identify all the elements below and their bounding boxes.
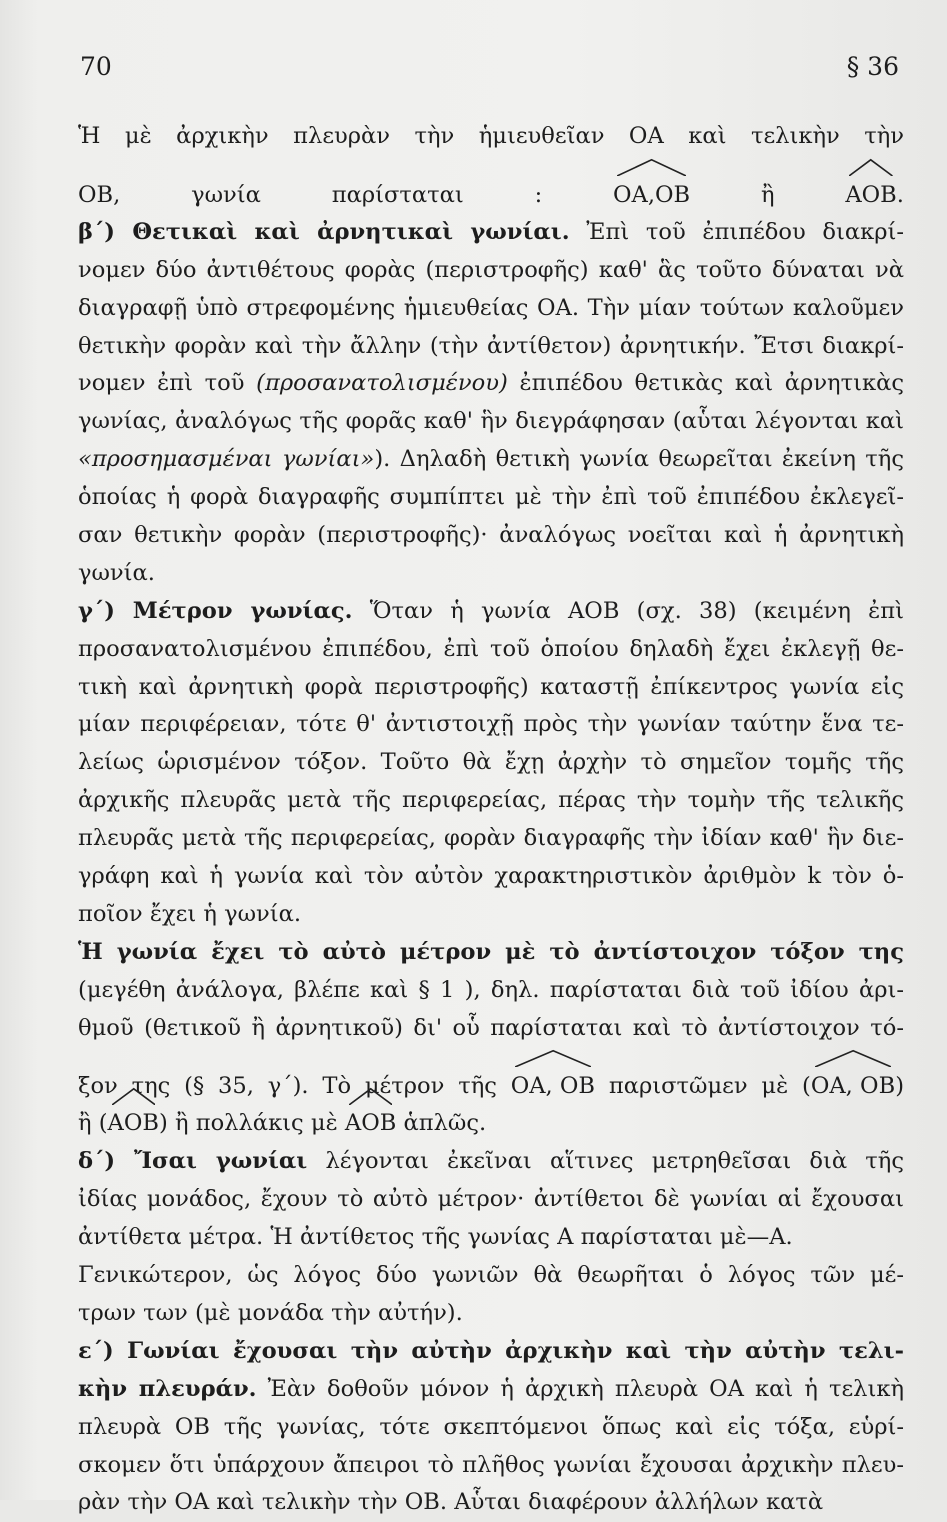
text-line: Ἡ μὲ ἀρχικὴν πλευρὰν τὴν ἡμιευθεῖαν ΟΑ καὶ τελικὴν τὴν — [78, 123, 904, 149]
text-line: ποῖον ἔχει ἡ γωνία. — [78, 900, 302, 927]
text-line: δ´) Ἴσαι γωνίαι λέγονται ἐκεῖναι αἵτινες μετρηθεῖσαι διὰ τῆς — [78, 1148, 904, 1175]
page-header — [80, 52, 899, 88]
text-line: γωνία. — [78, 559, 155, 586]
text-line: ἀντίθετα μέτρα. Ἡ ἀντίθετος τῆς γωνίας Α παρίσταται μὲ—Α. — [78, 1224, 793, 1251]
text-line: ἰδίας μονάδος, ἔχουν τὸ αὐτὸ μέτρον· ἀντίθετοι δὲ γωνίαι αἱ ἔχουσαι — [78, 1186, 904, 1213]
angle-notation: ΟΑ, ΟΒ — [811, 1067, 895, 1105]
text-line: τικὴ καὶ ἀρνητικὴ φορὰ περιστροφῆς) καταστῇ ἐπίκεντρος γωνία εἰς — [78, 673, 904, 700]
text-line: ἢ ( ΑΟΒ) ἢ πολλάκις μὲ ΑΟΒ ἁπλῶς. — [78, 1105, 904, 1143]
angle-notation: ΟΑ,ΟΒ — [613, 176, 690, 214]
text-line: ξον της (§ 35, γ´). Τὸ μέτρον τῆς ΟΑ, ΟΒ παριστῶμεν μὲ ( ΟΑ, ΟΒ) — [78, 1047, 904, 1105]
text-line: «προσημασμέναι γωνίαι»). Δηλαδὴ θετικὴ γωνία θεωρεῖται ἐκείνη τῆς — [78, 446, 904, 473]
text-line: γ´) Μέτρον γωνίας. Ὅταν ἡ γωνία ΑΟΒ (σχ. 38) (κειμένη ἐπὶ — [78, 597, 904, 624]
angle-notation: ΑΟΒ — [345, 1105, 396, 1143]
text-line: ὁποίας ἡ φορὰ διαγραφῆς συμπίπτει μὲ τὴν ἐπὶ τοῦ ἐπιπέδου ἐκλεγεῖ- — [78, 484, 904, 511]
angle-notation: ΟΑ, ΟΒ — [511, 1067, 595, 1105]
section-number: § 36 — [846, 52, 899, 81]
text-line: διαγραφῇ ὑπὸ στρεφομένης ἡμιευθείας ΟΑ. Τὴν μίαν τούτων καλοῦμεν — [78, 294, 904, 321]
text-line: Γενικώτερον, ὡς λόγος δύο γωνιῶν θὰ θεωρῆται ὁ λόγος τῶν μέ- — [78, 1262, 904, 1289]
text-line: νομεν ἐπὶ τοῦ (προσανατολισμένου) ἐπιπέδου θετικὰς καὶ ἀρνητικὰς — [78, 370, 904, 397]
text-line: Ἡ γωνία ἔχει τὸ αὐτὸ μέτρον μὲ τὸ ἀντίστοιχον τόξον της — [78, 938, 904, 965]
text-line: τρων των (μὲ μονάδα τὴν αὐτήν). — [78, 1299, 463, 1326]
angle-notation: ΑΟΒ — [845, 176, 896, 214]
text-line: πλευρὰ ΟΒ τῆς γωνίας, τότε σκεπτόμενοι ὅπως καὶ εἰς τόξα, εὑρί- — [78, 1413, 904, 1440]
text-line: (μεγέθη ἀνάλογα, βλέπε καὶ § 1 ), δηλ. παρίσταται διὰ τοῦ ἰδίου ἀρι- — [78, 976, 904, 1003]
text-line: πλευρᾶς μετὰ τῆς περιφερείας, φορὰν διαγραφῆς τὴν ἰδίαν καθ' ἣν διε- — [78, 825, 904, 852]
text-line: σαν θετικὴν φορὰν (περιστροφῆς)· ἀναλόγως νοεῖται καὶ ἡ ἀρνητικὴ — [78, 522, 904, 549]
page-number: 70 — [80, 52, 112, 81]
angle-notation: ΑΟΒ — [108, 1105, 159, 1143]
text-line: ε´) Γωνίαι ἔχουσαι τὴν αὐτὴν ἀρχικὴν καὶ τὴν αὐτὴν τελι- — [78, 1337, 904, 1364]
text-line: προσανατολισμένου ἐπιπέδου, ἐπὶ τοῦ ὁποίου δηλαδὴ ἔχει ἐκλεγῇ θε- — [78, 635, 904, 662]
text-line: λείως ὡρισμένον τόξον. Τοῦτο θὰ ἔχῃ ἀρχὴν τὸ σημεῖον τομῆς τῆς — [78, 749, 904, 776]
text-line: θετικὴν φορὰν καὶ τὴν ἄλλην (τὴν ἀντίθετον) ἀρνητικήν. Ἔτσι διακρί- — [78, 332, 904, 359]
text-line: σκομεν ὅτι ὑπάρχουν ἄπειροι τὸ πλῆθος γωνίαι ἔχουσαι ἀρχικὴν πλευ- — [78, 1451, 904, 1478]
text-line: νομεν δύο ἀντιθέτους φορὰς (περιστροφῆς) καθ' ἃς τοῦτο δύναται νὰ — [78, 256, 904, 283]
body-text — [78, 118, 904, 1522]
text-line: β´) Θετικαὶ καὶ ἀρνητικαὶ γωνίαι. Ἐπὶ τοῦ ἐπιπέδου διακρί- — [78, 218, 904, 245]
text-line: ρὰν τὴν ΟΑ καὶ τελικὴν τὴν ΟΒ. Αὗται διαφέρουν ἀλλήλων κατὰ — [78, 1489, 824, 1516]
text-line: ἀρχικῆς πλευρᾶς μετὰ τῆς περιφερείας, πέρας τὴν τομὴν τῆς τελικῆς — [78, 787, 904, 814]
text-line: μίαν περιφέρειαν, τότε θ' ἀντιστοιχῇ πρὸς τὴν γωνίαν ταύτην ἕνα τε- — [78, 711, 904, 738]
text-line: ΟΒ, γωνία παρίσταται : ΟΑ,ΟΒ ἢ ΑΟΒ. — [78, 156, 904, 214]
text-line: κὴν πλευράν. Ἐὰν δοθοῦν μόνον ἡ ἀρχικὴ πλευρὰ ΟΑ καὶ ἡ τελικὴ — [78, 1375, 904, 1402]
text-line: γωνίας, ἀναλόγως τῆς φορᾶς καθ' ἣν διεγράφησαν (αὗται λέγονται καὶ — [78, 408, 904, 435]
text-line: γράφη καὶ ἡ γωνία καὶ τὸν αὐτὸν χαρακτηριστικὸν ἀριθμὸν k τὸν ὁ- — [78, 863, 904, 890]
text-line: θμοῦ (θετικοῦ ἢ ἀρνητικοῦ) δι' οὗ παρίσταται καὶ τὸ ἀντίστοιχον τό- — [78, 1014, 904, 1041]
